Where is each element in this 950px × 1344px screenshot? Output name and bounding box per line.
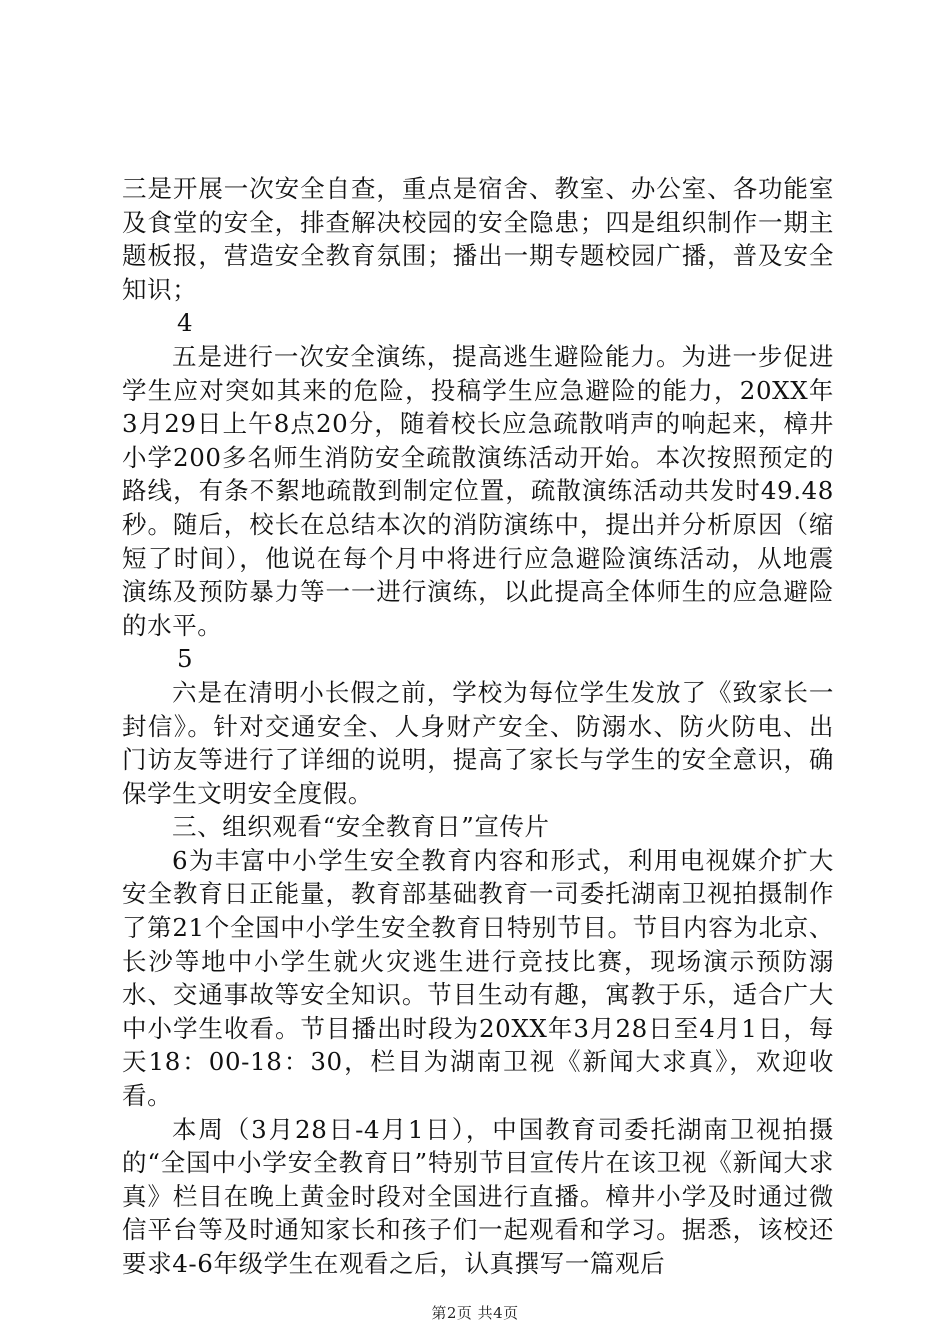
- paragraph-drill: 五是进行一次安全演练，提高逃生避险能力。为进一步促进学生应对突如其来的危险，投稿学生应急避险的能力，20XX年3月29日上午8点20分，随着校长应急疏散哨声的响起来，樟井小学200多名师生消防安全疏散演练活动开始。本次按照预定的路线，有条不絮地疏散到制定位置，疏散演练活动共发时49.48秒。随后，校长在总结本次的消防演练中，提出并分析原因（缩短了时间），他说在每个月中将进行应急避险演练活动，从地震演练及预防暴力等一一进行演练，以此提高全体师生的应急避险的水平。: [122, 341, 834, 640]
- paragraph-this-week: 本周（3月28日-4月1日），中国教育司委托湖南卫视拍摄的“全国中小学安全教育日”特别节目宣传片在该卫视《新闻大求真》栏目在晚上黄金时段对全国进行直播。樟井小学及时通过微信平台等及时通知家长和孩子们一起观看和学习。据悉，该校还要求4-6年级学生在观看之后，认真撰写一篇观后: [122, 1114, 834, 1278]
- page-footer: [0, 1302, 950, 1323]
- page-number-label: 第2页 共4页: [431, 1304, 519, 1322]
- paragraph-tv-program: 6为丰富中小学生安全教育内容和形式，利用电视媒介扩大安全教育日正能量，教育部基础教育一司委托湖南卫视拍摄制作了第21个全国中小学生安全教育日特别节目。节目内容为北京、长沙等地中小学生就火灾逃生进行竞技比赛，现场演示预防溺水、交通事故等安全知识。节目生动有趣，寓教于乐，适合广大中小学生收看。节目播出时段为20XX年3月28日至4月1日，每天18：00-18：30，栏目为湖南卫视《新闻大求真》，欢迎收看。: [122, 845, 834, 1111]
- section-marker-4: 4: [177, 308, 194, 338]
- paragraph-parent-letter: 六是在清明小长假之前，学校为每位学生发放了《致家长一封信》。针对交通安全、人身财产安全、防溺水、防火防电、出门访友等进行了详细的说明，提高了家长与学生的安全意识，确保学生文明安全度假。: [122, 677, 834, 808]
- paragraph-self-inspection: 三是开展一次安全自查，重点是宿舍、教室、办公室、各功能室及食堂的安全，排查解决校园的安全隐患；四是组织制作一期主题板报，营造安全教育氛围；播出一期专题校园广播，普及安全知识；: [122, 174, 834, 304]
- document-body: [122, 172, 834, 1281]
- section-heading-3: 三、组织观看“安全教育日”宣传片: [172, 812, 550, 842]
- section-marker-5: 5: [177, 644, 194, 674]
